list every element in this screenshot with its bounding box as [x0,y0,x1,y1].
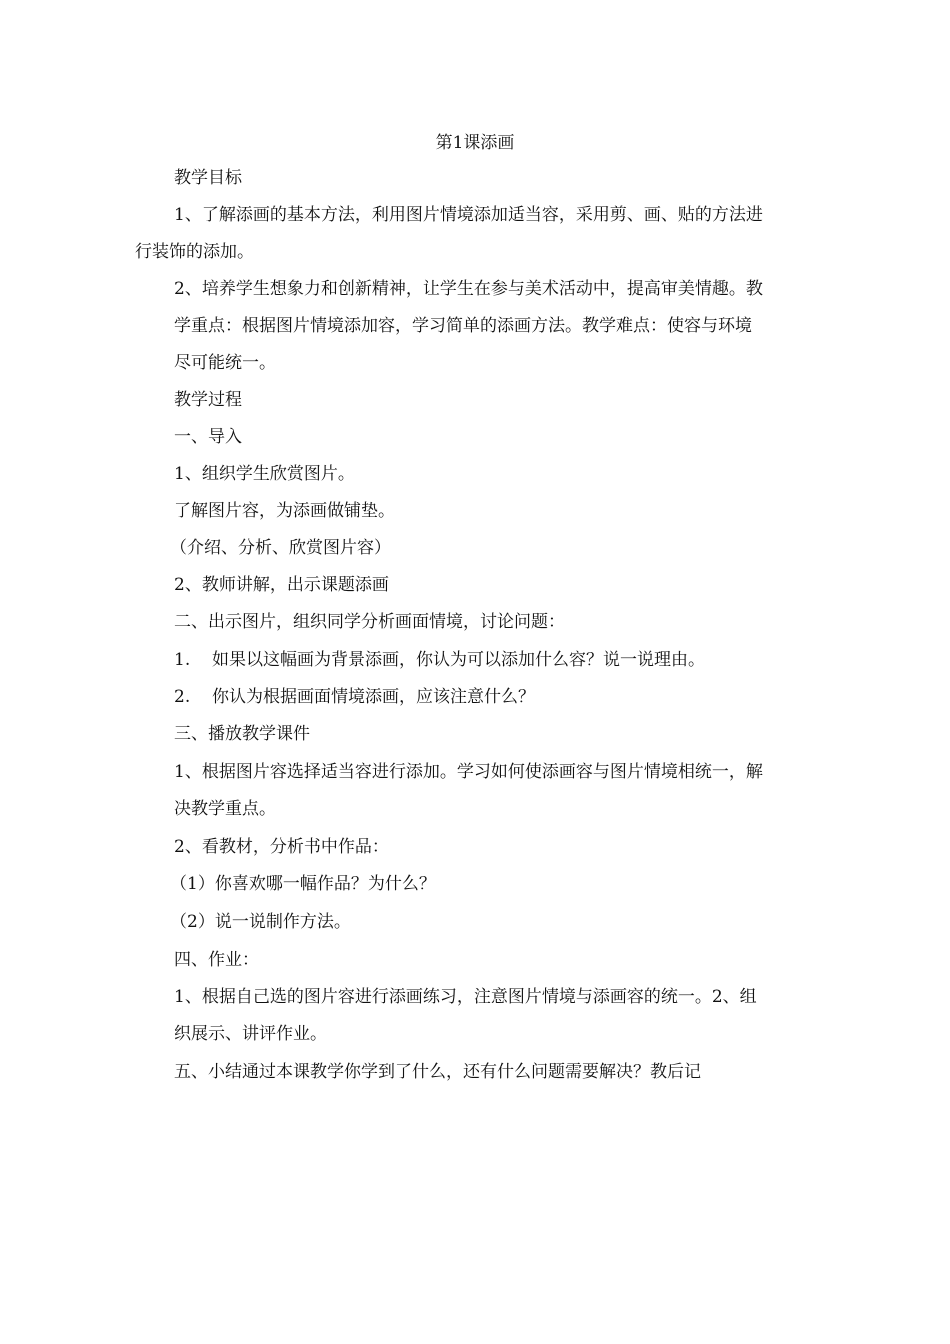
section-heading-objectives: 教学目标 [174,168,242,188]
step-3-item-1-line-2: 决教学重点。 [174,799,276,819]
step-2-heading: 二、出示图片，组织同学分析画面情境，讨论问题： [174,612,565,632]
step-3-subitem-2: （2）说一说制作方法。 [170,912,351,932]
question-2-number: 2. [174,687,191,707]
objective-2-line-3: 尽可能统一。 [174,353,276,373]
step-1-heading: 一、导入 [174,427,242,447]
step-4-item-line-2: 织展示、讲评作业。 [174,1024,327,1044]
step-3-item-2: 2、看教材，分析书中作品： [174,837,389,857]
step-5-summary: 五、小结通过本课教学你学到了什么，还有什么问题需要解决？教后记 [174,1062,701,1082]
section-heading-process: 教学过程 [174,390,242,410]
step-1-item-1: 1、组织学生欣赏图片。 [174,464,355,484]
objective-2-line-2: 学重点：根据图片情境添加容，学习简单的添画方法。教学难点：使容与环境 [174,316,752,336]
step-4-item-line-1: 1、根据自己选的图片容进行添画练习，注意图片情境与添画容的统一。2、组 [174,987,757,1007]
question-1-text: 如果以这幅画为背景添画，你认为可以添加什么容？说一说理由。 [212,650,705,670]
step-1-item-3: （介绍、分析、欣赏图片容） [170,538,391,558]
question-2-text: 你认为根据画面情境添画，应该注意什么？ [212,687,535,707]
objective-1-line-2: 行装饰的添加。 [135,242,254,262]
question-1 [174,648,705,672]
objective-2-line-1: 2、培养学生想象力和创新精神，让学生在参与美术活动中，提高审美情趣。教 [174,279,763,299]
step-1-item-2: 了解图片容，为添画做铺垫。 [174,501,395,521]
objective-1-line-1: 1、了解添画的基本方法，利用图片情境添加适当容，采用剪、画、贴的方法进 [174,205,763,225]
question-2 [174,685,535,709]
question-1-number: 1. [174,650,191,670]
step-3-heading: 三、播放教学课件 [174,724,310,744]
step-3-item-1-line-1: 1、根据图片容选择适当容进行添加。学习如何使添画容与图片情境相统一，解 [174,762,763,782]
step-1-item-4: 2、教师讲解，出示课题添画 [174,575,389,595]
lesson-title: 第1课添画 [435,133,515,153]
step-3-subitem-1: （1）你喜欢哪一幅作品？为什么？ [170,874,436,894]
step-4-heading: 四、作业： [174,950,259,970]
